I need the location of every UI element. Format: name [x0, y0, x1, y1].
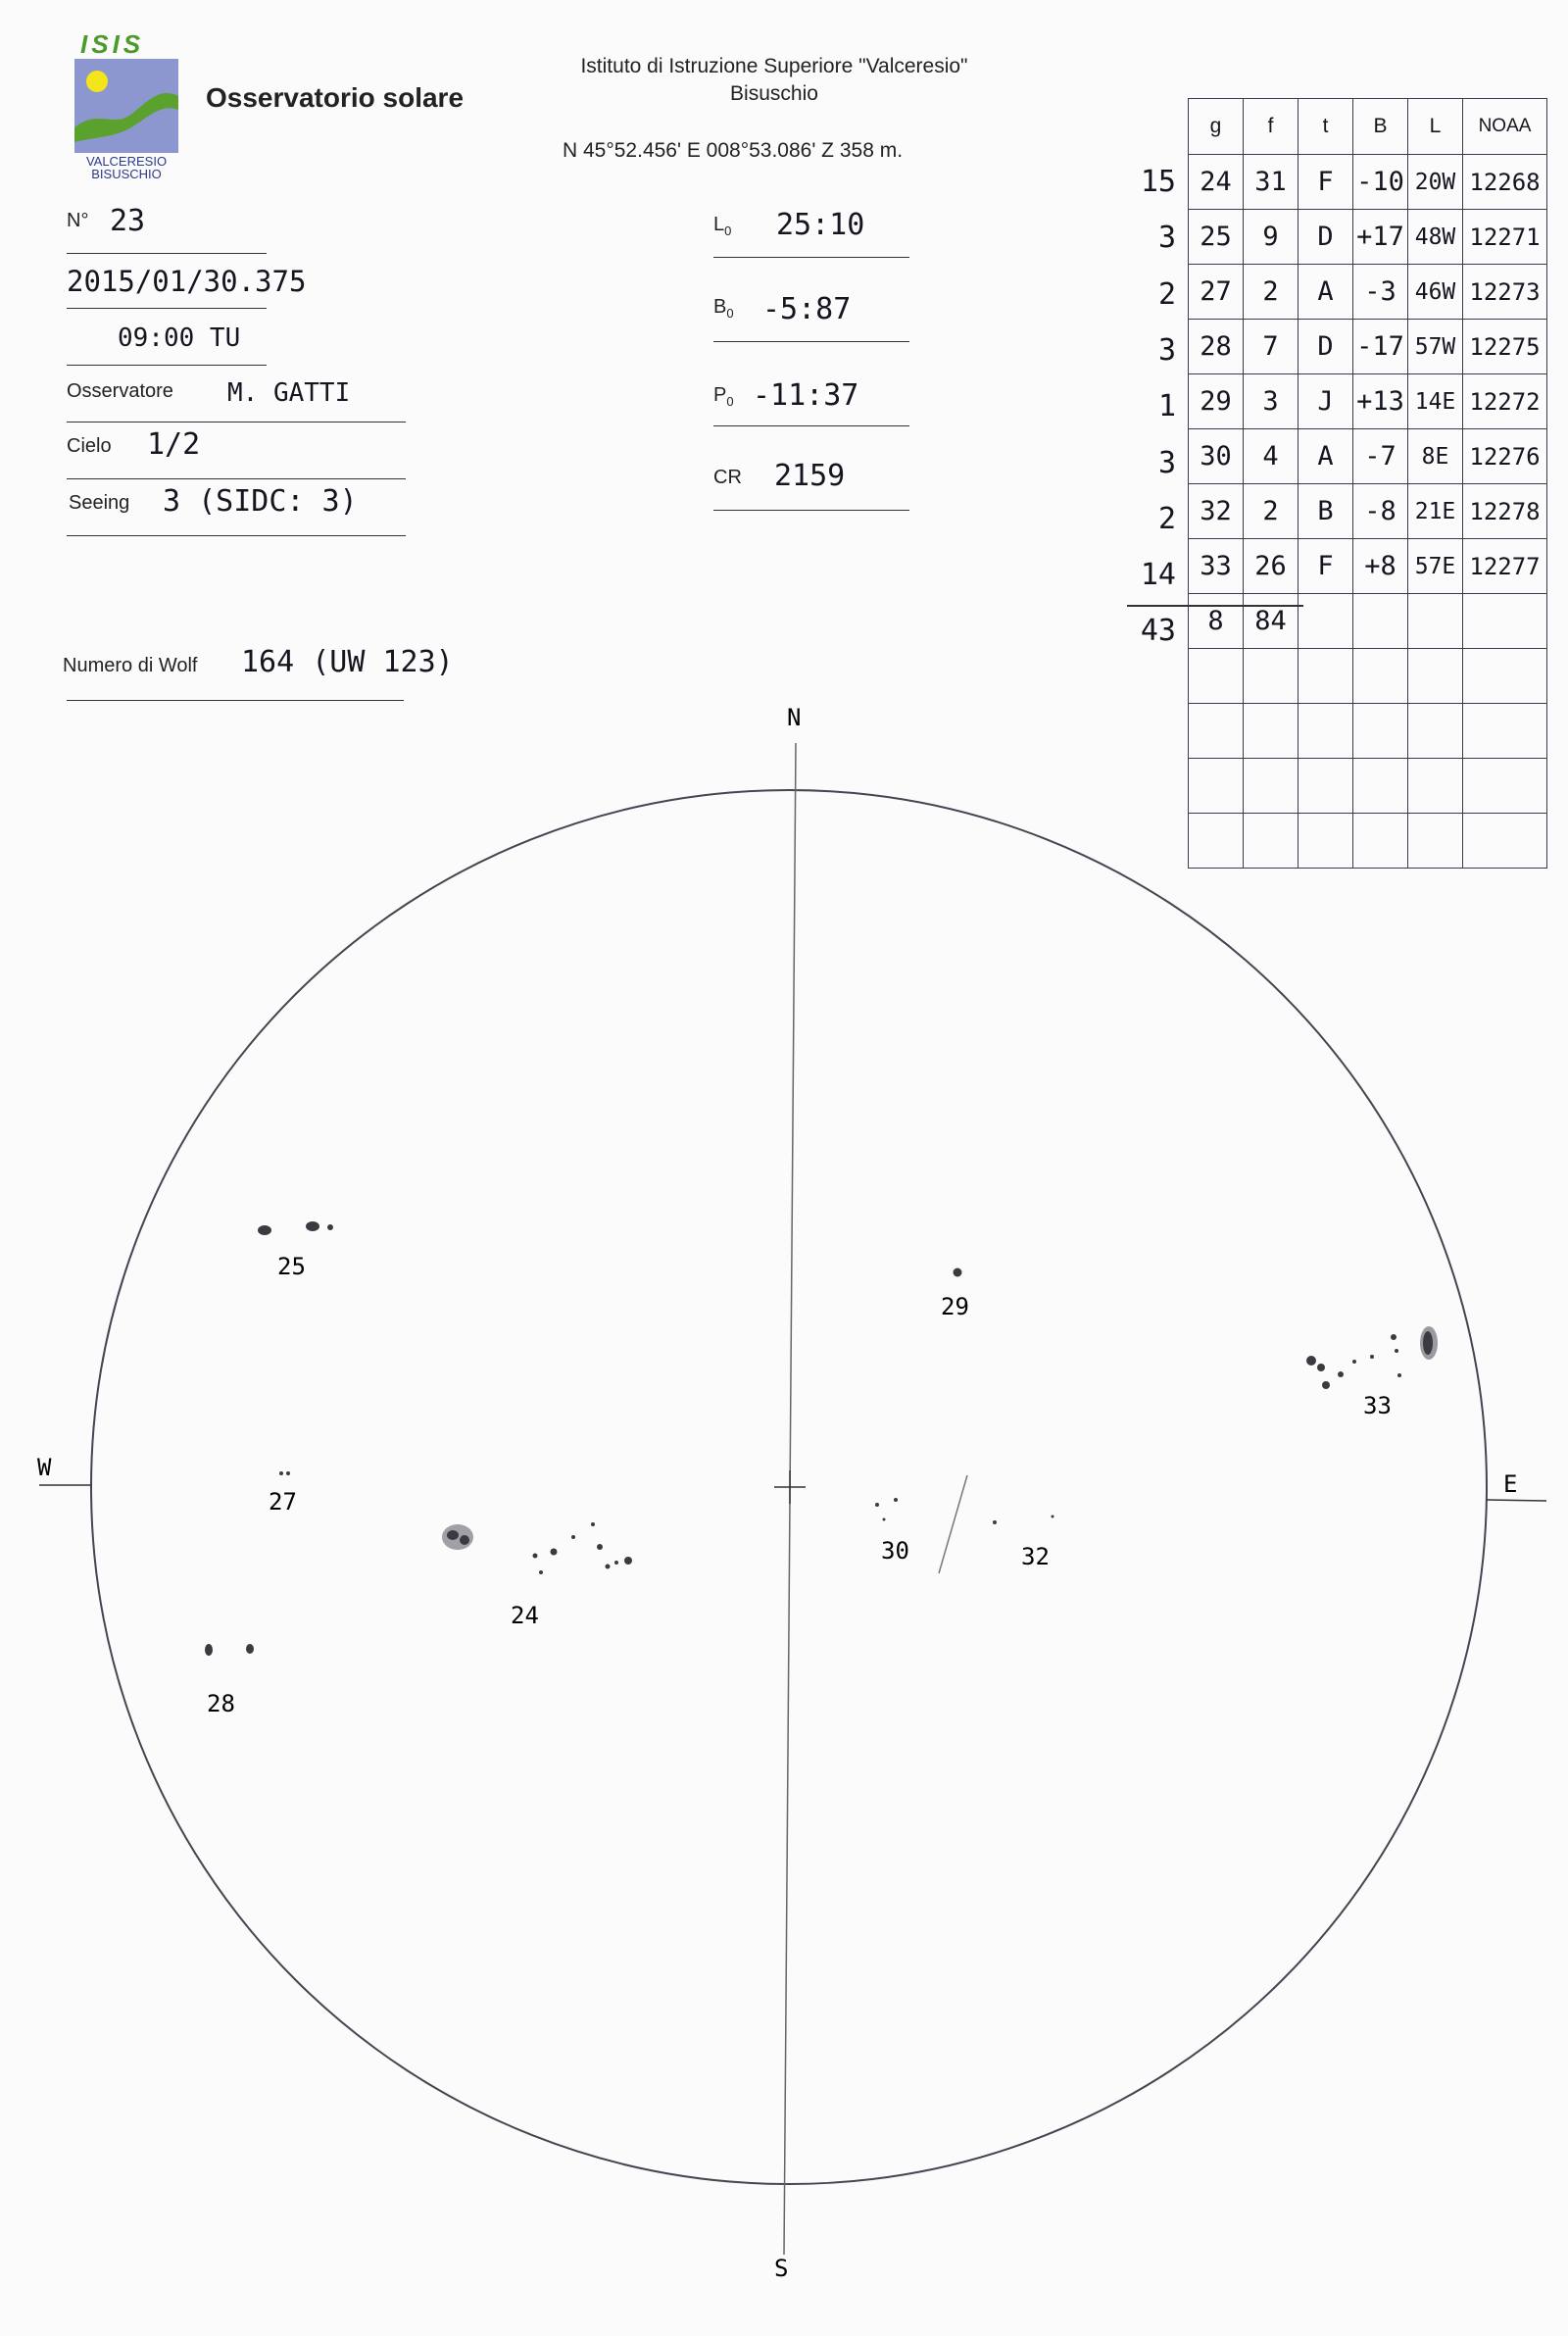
time-value: 09:00 TU — [118, 323, 241, 353]
table-cell-noaa: 12268 — [1463, 155, 1547, 210]
group-label-27: 27 — [269, 1488, 297, 1516]
table-cell-t: B — [1298, 484, 1353, 539]
cr-label: CR — [713, 467, 742, 488]
table-cell-b: -3 — [1353, 265, 1408, 320]
table-cell-t: A — [1298, 429, 1353, 484]
table-cell-g: 28 — [1189, 320, 1244, 374]
table-cell-f: 2 — [1244, 484, 1298, 539]
sunspot-group-28 — [205, 1644, 254, 1656]
table-cell-f: 31 — [1244, 155, 1298, 210]
b0-label: $B_0$ — [713, 296, 734, 321]
sunspot-group-24 — [442, 1522, 632, 1574]
table-total-g: 8 — [1189, 594, 1244, 649]
table-cell-noaa: 12271 — [1463, 210, 1547, 265]
table-cell-b: +13 — [1353, 374, 1408, 429]
group-label-24: 24 — [511, 1602, 539, 1629]
column-header-f: f — [1244, 99, 1298, 155]
south-label: S — [774, 2255, 789, 2282]
column-header-g: g — [1189, 99, 1244, 155]
table-cell-noaa: 12276 — [1463, 429, 1547, 484]
east-label: E — [1503, 1470, 1518, 1498]
row-sum-value: 2 — [1157, 501, 1176, 536]
table-cell-f: 26 — [1244, 539, 1298, 594]
sunspot-group-30 — [875, 1498, 898, 1521]
table-cell-t: A — [1298, 265, 1353, 320]
table-cell-l: 57E — [1408, 539, 1463, 594]
column-header-t: t — [1298, 99, 1353, 155]
date-value: 2015/01/30.375 — [67, 265, 307, 298]
logo-subtitle-2: BISUSCHIO — [91, 167, 162, 181]
wolf-number-value: 164 (UW 123) — [241, 645, 454, 679]
table-cell-g: 32 — [1189, 484, 1244, 539]
group-label-30: 30 — [881, 1537, 909, 1565]
cr-value: 2159 — [774, 459, 846, 493]
table-cell-f: 9 — [1244, 210, 1298, 265]
number-value: 23 — [110, 204, 146, 238]
sunspot-group-32 — [993, 1516, 1054, 1525]
institute-line-1: Istituto di Istruzione Superiore "Valceresio" — [580, 55, 968, 77]
row-sum-value: 3 — [1157, 221, 1176, 256]
table-cell-noaa: 12273 — [1463, 265, 1547, 320]
column-header-l: L — [1408, 99, 1463, 155]
column-header-b: B — [1353, 99, 1408, 155]
table-cell-l: 46W — [1408, 265, 1463, 320]
table-cell-f: 4 — [1244, 429, 1298, 484]
table-cell-b: +17 — [1353, 210, 1408, 265]
table-cell-g: 33 — [1189, 539, 1244, 594]
table-cell-l: 8E — [1408, 429, 1463, 484]
row-sum-value: 15 — [1140, 165, 1176, 199]
row-sum-value: 2 — [1157, 276, 1176, 312]
reference-stroke — [939, 1475, 967, 1573]
table-total-f: 84 — [1244, 594, 1298, 649]
group-label-29: 29 — [941, 1293, 969, 1320]
b0-value: -5:87 — [762, 292, 852, 326]
sunspot-group-33 — [1306, 1326, 1438, 1389]
total-sum-value: 43 — [1140, 614, 1176, 649]
north-label: N — [787, 704, 802, 731]
table-cell-t: F — [1298, 539, 1353, 594]
table-cell-g: 27 — [1189, 265, 1244, 320]
sky-value: 1/2 — [147, 427, 201, 462]
sunspot-group-29 — [954, 1268, 962, 1277]
table-cell-t: J — [1298, 374, 1353, 429]
observatory-title: Osservatorio solare — [206, 82, 465, 113]
l0-value: 25:10 — [776, 208, 865, 242]
column-header-noaa: NOAA — [1463, 99, 1547, 155]
sunspot-group-27 — [279, 1471, 290, 1475]
table-cell-f: 2 — [1244, 265, 1298, 320]
west-label: W — [37, 1454, 52, 1481]
table-cell-l: 21E — [1408, 484, 1463, 539]
table-cell-g: 25 — [1189, 210, 1244, 265]
row-sum-value: 3 — [1157, 332, 1176, 368]
row-sum-value: 14 — [1140, 558, 1176, 593]
logo-subtitle-1: VALCERESIO — [85, 154, 168, 169]
l0-label: $L_0$ — [713, 214, 732, 238]
table-cell-t: D — [1298, 210, 1353, 265]
table-cell-b: +8 — [1353, 539, 1408, 594]
table-cell-b: -8 — [1353, 484, 1408, 539]
observer-value: M. GATTI — [227, 378, 351, 408]
table-cell-f: 3 — [1244, 374, 1298, 429]
table-cell-g: 29 — [1189, 374, 1244, 429]
table-cell-t: D — [1298, 320, 1353, 374]
table-cell-noaa: 12275 — [1463, 320, 1547, 374]
institute-line-2: Bisuschio — [730, 82, 818, 105]
sunspot-group-25 — [258, 1221, 333, 1235]
group-label-25: 25 — [277, 1253, 306, 1280]
table-cell-g: 30 — [1189, 429, 1244, 484]
table-cell-g: 24 — [1189, 155, 1244, 210]
table-cell-l: 20W — [1408, 155, 1463, 210]
table-cell-l: 48W — [1408, 210, 1463, 265]
observer-label: Osservatore — [67, 380, 173, 402]
table-cell-noaa: 12277 — [1463, 539, 1547, 594]
logo-acronym: ISIS — [80, 29, 145, 59]
wolf-number-label: Numero di Wolf — [63, 655, 198, 676]
number-label: N° — [67, 210, 89, 231]
row-sum-value: 3 — [1157, 445, 1176, 480]
seeing-value: 3 (SIDC: 3) — [163, 484, 358, 519]
table-cell-b: -10 — [1353, 155, 1408, 210]
table-cell-noaa: 12272 — [1463, 374, 1547, 429]
row-sum-value: 1 — [1157, 389, 1176, 424]
p0-value: -11:37 — [753, 378, 859, 413]
group-label-32: 32 — [1021, 1543, 1050, 1570]
observatory-coordinates: N 45°52.456' E 008°53.086' Z 358 m. — [563, 139, 904, 162]
table-cell-noaa: 12278 — [1463, 484, 1547, 539]
table-cell-f: 7 — [1244, 320, 1298, 374]
table-cell-t: F — [1298, 155, 1353, 210]
group-label-28: 28 — [207, 1690, 235, 1717]
seeing-label: Seeing — [69, 492, 130, 514]
table-cell-l: 57W — [1408, 320, 1463, 374]
east-tick — [1487, 1500, 1546, 1501]
table-cell-b: -17 — [1353, 320, 1408, 374]
sky-label: Cielo — [67, 435, 112, 457]
table-cell-b: -7 — [1353, 429, 1408, 484]
p0-label: $P_0$ — [713, 384, 734, 409]
group-label-33: 33 — [1363, 1392, 1392, 1419]
table-cell-l: 14E — [1408, 374, 1463, 429]
